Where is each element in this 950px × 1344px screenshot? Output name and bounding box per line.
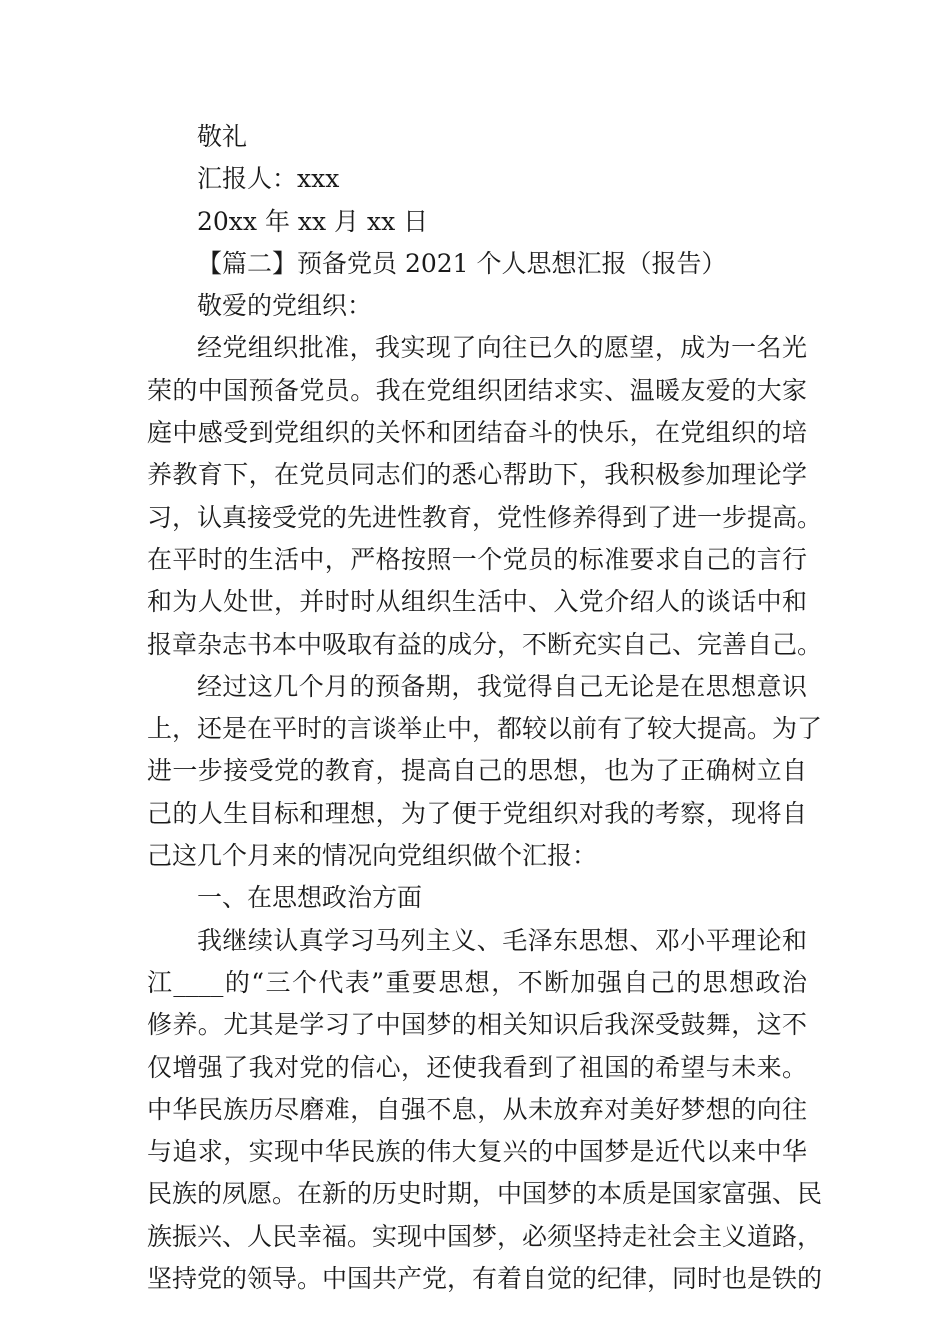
text-line: 坚持党的领导。中国共产党，有着自觉的纪律，同时也是铁的	[147, 1264, 823, 1294]
text-line: 民族的夙愿。在新的历史时期，中国梦的本质是国家富强、民	[147, 1179, 823, 1209]
text-line: 敬爱的党组织：	[197, 291, 373, 321]
text-line: 族振兴、人民幸福。实现中国梦，必须坚持走社会主义道路，	[147, 1221, 823, 1251]
text-line: 和为人处世，并时时从组织生活中、入党介绍人的谈话中和	[147, 587, 807, 617]
text-line: 江____的“三个代表”重要思想，不断加强自己的思想政治	[147, 967, 807, 997]
text-line: 在平时的生活中，严格按照一个党员的标准要求自己的言行	[147, 544, 807, 574]
text-line: 修养。尤其是学习了中国梦的相关知识后我深受鼓舞，这不	[147, 1010, 807, 1040]
text-line: 【篇二】预备党员 2021 个人思想汇报（报告）	[197, 248, 727, 278]
text-line: 荣的中国预备党员。我在党组织团结求实、温暖友爱的大家	[147, 375, 807, 405]
text-line: 与追求，实现中华民族的伟大复兴的中国梦是近代以来中华	[147, 1137, 807, 1167]
text-line: 经过这几个月的预备期，我觉得自己无论是在思想意识	[197, 671, 807, 701]
text-line: 汇报人：xxx	[197, 164, 340, 194]
document-body	[147, 116, 823, 1300]
text-line: 一、在思想政治方面	[197, 883, 423, 913]
text-line: 中华民族历尽磨难，自强不息，从未放弃对美好梦想的向往	[147, 1094, 807, 1124]
text-line: 20xx 年 xx 月 xx 日	[197, 206, 429, 236]
text-line: 报章杂志书本中吸取有益的成分，不断充实自己、完善自己。	[147, 629, 823, 659]
text-line: 上，还是在平时的言谈举止中，都较以前有了较大提高。为了	[147, 714, 823, 744]
text-line: 经党组织批准，我实现了向往已久的愿望，成为一名光	[197, 333, 807, 363]
text-line: 仅增强了我对党的信心，还使我看到了祖国的希望与未来。	[147, 1052, 807, 1082]
text-line: 进一步接受党的教育，提高自己的思想，也为了正确树立自	[147, 756, 807, 786]
text-line: 己这几个月来的情况向党组织做个汇报：	[147, 841, 598, 871]
text-line: 敬礼	[197, 122, 248, 151]
text-line: 庭中感受到党组织的关怀和团结奋斗的快乐，在党组织的培	[147, 418, 807, 448]
text-line: 己的人生目标和理想，为了便于党组织对我的考察，现将自	[147, 798, 807, 828]
text-line: 养教育下，在党员同志们的悉心帮助下，我积极参加理论学	[147, 460, 807, 490]
text-line: 我继续认真学习马列主义、毛泽东思想、邓小平理论和	[197, 925, 807, 955]
text-line: 习，认真接受党的先进性教育，党性修养得到了进一步提高。	[147, 502, 823, 532]
